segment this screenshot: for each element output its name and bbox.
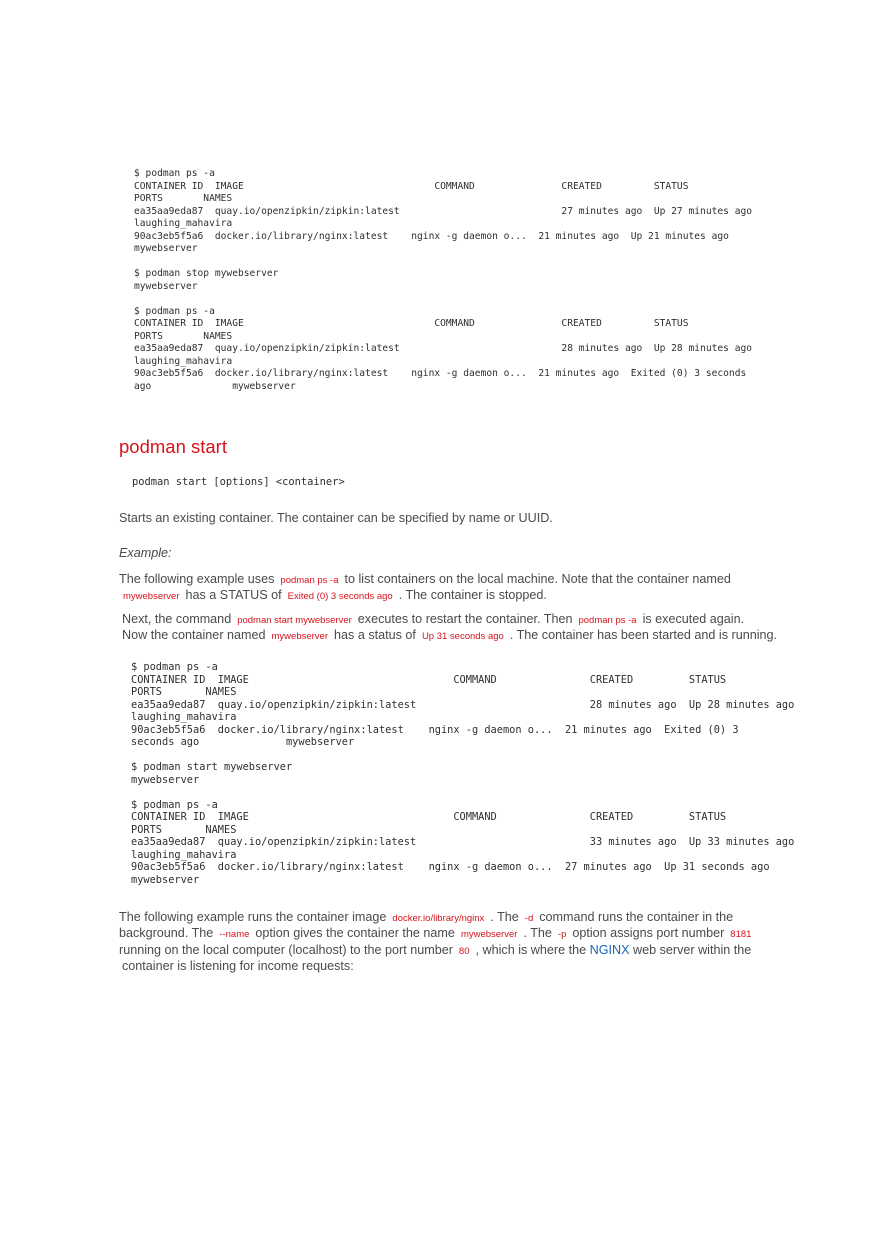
- description-text: Starts an existing container. The container can be specified by name or UUID.: [119, 511, 553, 525]
- text: , which is where the: [475, 943, 587, 957]
- text: to list containers on the local machine. Note that the container named: [344, 572, 731, 586]
- text: The following example runs the container image: [119, 910, 387, 924]
- text: Next, the command: [122, 612, 232, 626]
- text: . The: [490, 910, 519, 924]
- inline-code: 80: [458, 946, 470, 957]
- text: . The container has been started and is running.: [509, 628, 778, 642]
- inline-code: mywebserver: [271, 631, 329, 642]
- text: . The: [523, 926, 552, 940]
- text: Now the container named: [122, 628, 266, 642]
- inline-code: Exited (0) 3 seconds ago: [287, 591, 393, 602]
- paragraph-3-line-4: container is listening for income requests:: [122, 959, 354, 973]
- paragraph-1-line-2: [117, 587, 547, 605]
- inline-code: podman start mywebserver: [237, 615, 352, 626]
- section-heading: podman start: [119, 436, 227, 457]
- paragraph-3-line-2: [119, 925, 757, 943]
- text: executes to restart the container. Then: [357, 612, 573, 626]
- text: background. The: [119, 926, 214, 940]
- text: has a STATUS of: [185, 588, 282, 602]
- inline-code: -d: [524, 913, 534, 924]
- paragraph-2-line-2: [122, 627, 777, 645]
- text: option gives the container the name: [255, 926, 455, 940]
- example-label: Example:: [119, 546, 172, 560]
- text: running on the local computer (localhost) to the port number: [119, 943, 453, 957]
- inline-code: podman ps -a: [578, 615, 637, 626]
- inline-code: podman ps -a: [280, 575, 339, 586]
- code-block-podman-start: $ podman ps -a CONTAINER ID IMAGE COMMAND CREATED STATUS PORTS NAMES ea35aa9eda87 quay.io/openzipkin/zipkin:latest 28 minutes ago Up 28 minutes ago laughing_mahavira 90ac3eb5f5a6 docker.io/library/nginx:latest nginx -g daemon o... 21 minutes ago Exited (0) 3 seconds ago mywebserver $ podman start mywebserver mywebserver $ podman ps -a CONTAINER ID IMAGE COMMAND CREATED STATUS PORTS NAMES ea35aa9eda87 quay.io/openzipkin/zipkin:latest 33 minutes ago Up 33 minutes ago laughing_mahavira 90ac3eb5f5a6 docker.io/library/nginx:latest nginx -g daemon o... 27 minutes ago Up 31 seconds ago mywebserver: [131, 661, 795, 886]
- inline-code: 8181: [730, 929, 752, 940]
- text: . The container is stopped.: [398, 588, 547, 602]
- text: option assigns port number: [572, 926, 725, 940]
- inline-code: mywebserver: [460, 929, 518, 940]
- text: is executed again.: [642, 612, 745, 626]
- inline-code: -p: [557, 929, 567, 940]
- syntax-block: podman start [options] <container>: [132, 476, 345, 488]
- inline-code: mywebserver: [123, 591, 180, 602]
- inline-code: docker.io/library/nginx: [392, 913, 485, 924]
- text: has a status of: [334, 628, 416, 642]
- inline-code: Up 31 seconds ago: [421, 631, 504, 642]
- text: web server within the: [633, 943, 752, 957]
- nginx-link[interactable]: NGINX: [589, 943, 630, 957]
- code-block-podman-stop: $ podman ps -a CONTAINER ID IMAGE COMMAND CREATED STATUS PORTS NAMES ea35aa9eda87 quay.io/openzipkin/zipkin:latest 27 minutes ago Up 27 minutes ago laughing_mahavira 90ac3eb5f5a6 docker.io/library/nginx:latest nginx -g daemon o... 21 minutes ago Up 21 minutes ago mywebserver $ podman stop mywebserver mywebserver $ podman ps -a CONTAINER ID IMAGE COMMAND CREATED STATUS PORTS NAMES ea35aa9eda87 quay.io/openzipkin/zipkin:latest 28 minutes ago Up 28 minutes ago laughing_mahavira 90ac3eb5f5a6 docker.io/library/nginx:latest nginx -g daemon o... 21 minutes ago Exited (0) 3 seconds ago mywebserver: [134, 168, 753, 392]
- text: command runs the container in the: [539, 910, 734, 924]
- inline-code: --name: [219, 929, 250, 940]
- text: The following example uses: [119, 572, 275, 586]
